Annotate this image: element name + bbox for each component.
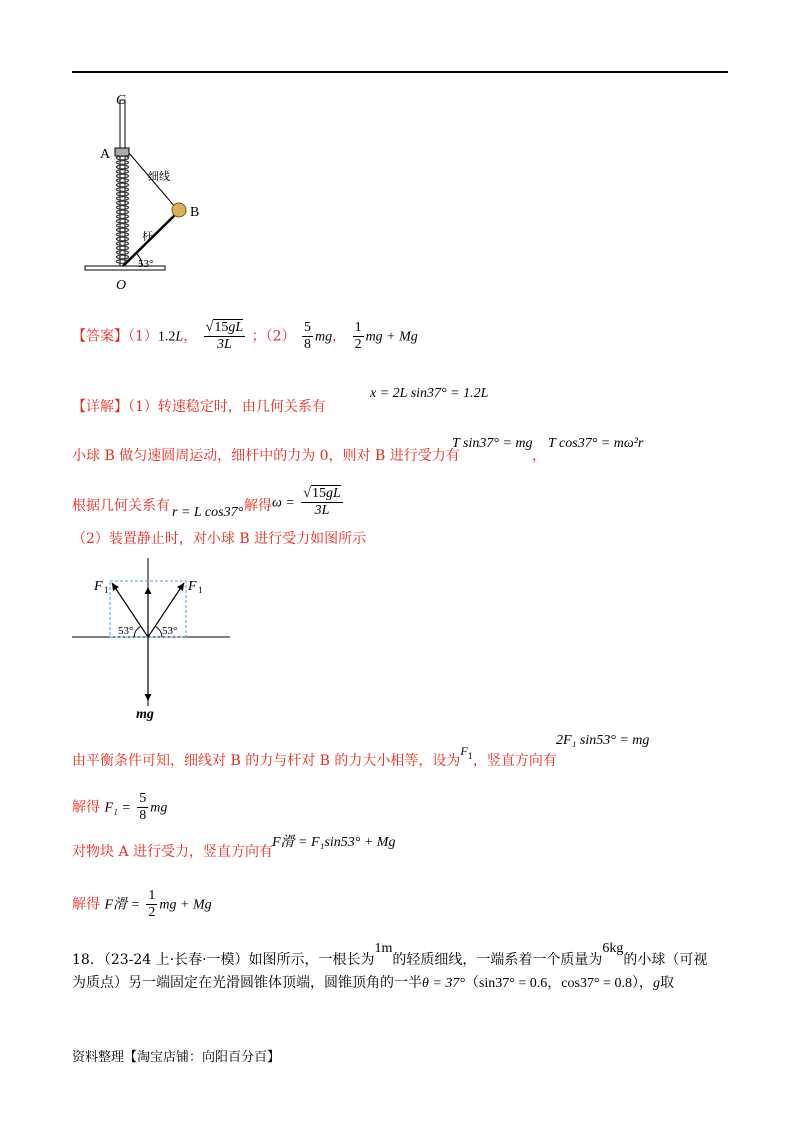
detail-line-2: 小球 B 做匀速圆周运动，细杆中的力为 0，则对 B 进行受力有: [72, 448, 460, 464]
q18-theta: θ = 37°: [422, 976, 465, 991]
label-string: 细线: [148, 171, 170, 183]
detail-line-6: 解得 F₁ = $\frac{5}{8}$ mg: [72, 791, 168, 823]
question-18-line-2: 为质点）另一端固定在光滑圆锥体顶端，圆锥顶角的一半θ = 37°（sin37° = 0.6，cos37° = 0.8），g取: [72, 975, 674, 991]
detail-line-3: 根据几何关系有: [72, 498, 170, 514]
detail-l3-math: r = L cos37°: [172, 505, 244, 520]
ball-b: [172, 203, 186, 217]
answer-omega-frac: $\frac{√15gL}{3L}$: [205, 320, 244, 352]
detail-l1-text: （1）转速稳定时，由几何关系有: [128, 399, 326, 415]
detail-tag: 【详解】: [72, 399, 128, 415]
svg-text:1: 1: [198, 585, 203, 595]
label-f1-left: F: [94, 579, 103, 594]
label-c: C: [116, 93, 126, 108]
detail-l2-math-a: T sin37° = mg: [452, 436, 533, 451]
detail-line-1: [72, 398, 326, 416]
footer-source: 资料整理【淘宝店铺：向阳百分百】: [72, 1050, 281, 1065]
label-b: B: [190, 205, 200, 220]
detail-l5-math: 2F₁ sin53° = mg: [556, 733, 650, 748]
q18-cos: cos37° = 0.8: [561, 976, 632, 991]
answer-part1: （1）: [128, 328, 158, 345]
answer-line: [72, 320, 418, 353]
figure-force-diagram: [72, 556, 242, 721]
question-18-line-1: 18．（23-24 上·长春·一模）如图所示，一根长为1m的轻质细线，一端系着一个质量为6kg的小球（可视: [72, 941, 708, 968]
answer-f2-tail: mg + Mg: [365, 329, 418, 345]
figure-rod-spring: [80, 90, 210, 295]
detail-l8-lhs: F滑 =: [104, 897, 140, 913]
detail-l2-math-b: T cos37° = mω²r: [548, 436, 644, 451]
answer-sep: ；（2）: [251, 328, 296, 345]
label-rod: 杆: [142, 231, 153, 243]
detail-l3-omega-expr: ω = $\frac{√15gL}{3L}$: [272, 486, 341, 518]
svg-text:1: 1: [104, 585, 109, 595]
answer-f2-frac: $\frac{1}{2}$: [354, 320, 362, 352]
answer-mg: mg: [314, 329, 333, 345]
label-angle-left: 53°: [118, 625, 134, 637]
detail-l6-lhs: F₁ =: [104, 800, 131, 816]
q18-length: 1m: [374, 941, 393, 956]
answer-comma2: ，: [332, 328, 347, 345]
answer-f1-frac: $\frac{5}{8}$: [303, 320, 311, 352]
answer-v1-var: L: [175, 329, 184, 345]
detail-line-8: 解得 F滑 = $\frac{1}{2}$ mg + Mg: [72, 888, 212, 920]
label-mg: mg: [136, 707, 154, 721]
detail-line-5: 由平衡条件可知，细线对 B 的力与杆对 B 的力大小相等，设为$F^1$，竖直方向有: [72, 744, 557, 769]
q18-mass: 6kg: [602, 941, 624, 956]
label-angle: 53°: [138, 258, 154, 270]
answer-tag: 【答案】: [72, 328, 128, 345]
detail-l5-f1: F: [460, 744, 468, 758]
detail-line-7: 对物块 A 进行受力，竖直方向有: [72, 844, 274, 860]
detail-l1-math: x = 2L sin37° = 1.2L: [370, 386, 489, 401]
answer-v1: 1.2: [157, 329, 176, 345]
label-a: A: [100, 147, 111, 162]
detail-l2-comma: ，: [532, 448, 546, 464]
header-rule: [72, 71, 728, 73]
q18-sin: sin37° = 0.6: [478, 976, 548, 991]
detail-line-4: （2）装置静止时，对小球 B 进行受力如图所示: [72, 531, 367, 547]
q18-g: g: [652, 976, 660, 991]
label-angle-right: 53°: [162, 625, 178, 637]
answer-comma1: ，: [183, 328, 198, 345]
detail-l3-solve: 解得: [244, 498, 272, 514]
label-o: O: [116, 278, 127, 293]
detail-l7-math: F滑 = F₁sin53° + Mg: [272, 835, 396, 850]
label-f1-right: F: [188, 579, 197, 594]
